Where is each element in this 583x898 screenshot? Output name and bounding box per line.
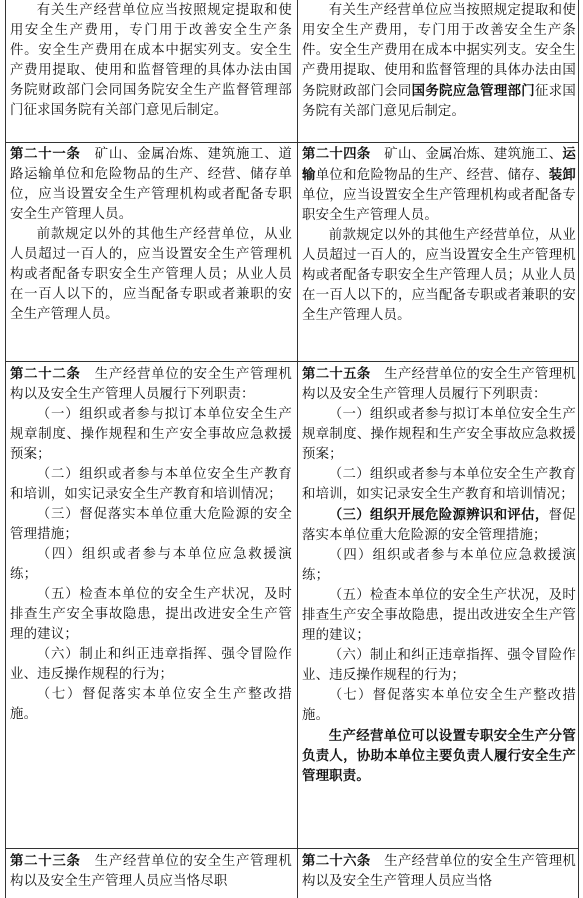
row1-right-cell — [302, 1, 576, 122]
text-span: 单位，应当设置安全生产管理机构或者配备专职安全生产管理人员。 — [302, 188, 576, 223]
list-item: （一）组织或者参与拟订本单位安全生产规章制度、操作规程和生产安全事故应急救援预案； — [302, 407, 576, 462]
row-divider — [6, 142, 578, 143]
paragraph — [302, 851, 576, 892]
article-number: 第二十三条 — [10, 853, 81, 869]
list-item: （二）组织或者参与本单位安全生产教育和培训，如实记录安全生产教育和培训情况； — [10, 467, 292, 502]
column-divider — [297, 0, 298, 898]
paragraph — [10, 144, 292, 225]
row4-right-cell — [302, 851, 576, 892]
text-span: 有关生产经营单位应当按照规定提取和使用安全生产费用，专门用于改善安全生产条件。安全生产费用在成本中据实列支。安全生产费用提取、使用和监督管理的具体办法由国务院财政部门会同 — [302, 3, 576, 99]
list-item: （二）组织或者参与本单位安全生产教育和培训，如实记录安全生产教育和培训情况； — [302, 467, 576, 502]
list-item: （五）检查本单位的安全生产状况，及时排查生产安全事故隐患，提出改进安全生产管理的建议； — [302, 588, 576, 643]
text-span: 生产经营单位的安全生产管理机构以及安全生产管理人员应当恪 — [302, 854, 576, 889]
text-span: 生产经营单位的安全生产管理机构以及安全生产管理人员履行下列职责： — [10, 367, 292, 402]
article-number: 第二十六条 — [302, 853, 371, 869]
list-item — [302, 505, 576, 546]
text-span: 单位和危险物品的生产、经营、储存、 — [315, 168, 549, 183]
text-span: 矿山、金属冶炼、建筑施工、道路运输单位和危险物品的生产、经营、储存单位，应当设置安全生产管理机构或者配备专职安全生产管理人员。 — [10, 147, 292, 222]
article-number: 第二十五条 — [302, 366, 371, 382]
row-divider — [6, 361, 578, 362]
list-item: （一）组织或者参与拟订本单位安全生产规章制度、操作规程和生产安全事故应急救援预案； — [10, 407, 292, 462]
text-span: 督促落实本单位重大危险源的安全管理措施； — [302, 508, 576, 543]
row4-left-cell — [10, 851, 292, 892]
text-span: 征求国务院有关部门意见后制定。 — [302, 84, 576, 119]
paragraph — [10, 364, 292, 405]
list-item: （五）检查本单位的安全生产状况，及时排查生产安全事故隐患，提出改进安全生产管理的建议； — [10, 587, 292, 642]
row-divider — [6, 848, 578, 849]
row2-left-cell — [10, 144, 292, 325]
list-item: （四）组织或者参与本单位应急救援演练； — [10, 547, 292, 582]
paragraph: 有关生产经营单位应当按照规定提取和使用安全生产费用，专门用于改善安全生产条件。安全生产费用在成本中据实列支。安全生产费用提取、使用和监督管理的具体办法由国务院财政部门会同国务院安全生产监督管理部门征求国务院有关部门意见后制定。 — [10, 3, 292, 118]
article-number: 第二十四条 — [302, 146, 371, 162]
paragraph — [302, 1, 576, 122]
paragraph: 前款规定以外的其他生产经营单位，从业人员超过一百人的，应当设置安全生产管理机构或者配备专职安全生产管理人员；从业人员在一百人以下的，应当配备专职或者兼职的安全生产管理人员。 — [302, 228, 576, 323]
row3-left-cell — [10, 364, 292, 725]
text-span: 生产经营单位的安全生产管理机构以及安全生产管理人员履行下列职责： — [302, 367, 576, 402]
paragraph: 前款规定以外的其他生产经营单位，从业人员超过一百人的，应当设置安全生产管理机构或者配备专职安全生产管理人员；从业人员在一百人以下的，应当配备专职或者兼职的安全生产管理人员。 — [10, 227, 292, 322]
amended-text: 国务院应急管理部门 — [411, 83, 535, 99]
paragraph — [10, 851, 292, 892]
list-item: （六）制止和纠正违章指挥、强令冒险作业、违反操作规程的行为； — [10, 647, 292, 682]
paragraph — [302, 364, 576, 405]
row1-left-cell — [10, 1, 292, 121]
list-item: （四）组织或者参与本单位应急救援演练； — [302, 548, 576, 583]
row3-right-cell — [302, 364, 576, 786]
article-number: 第二十二条 — [10, 366, 81, 382]
article-number: 第二十一条 — [10, 146, 81, 162]
amended-text: 装卸 — [548, 167, 576, 183]
added-paragraph: 生产经营单位可以设置专职安全生产分管负责人，协助本单位主要负责人履行安全生产管理职责。 — [302, 728, 576, 784]
list-item: （三）督促落实本单位重大危险源的安全管理措施； — [10, 507, 292, 542]
list-item: （七）督促落实本单位安全生产整改措施。 — [10, 687, 292, 722]
list-item: （七）督促落实本单位安全生产整改措施。 — [302, 688, 576, 723]
paragraph — [302, 144, 576, 226]
amended-text: （三）组织开展危险源辨识和评估， — [328, 507, 549, 523]
text-span: 生产经营单位的安全生产管理机构以及安全生产管理人员应当恪尽职 — [10, 854, 292, 889]
amended-text: 运输 — [302, 146, 576, 183]
comparison-table — [5, 0, 579, 898]
row2-right-cell — [302, 144, 576, 326]
list-item: （六）制止和纠正违章指挥、强令冒险作业、违反操作规程的行为； — [302, 648, 576, 683]
text-span: 矿山、金属冶炼、建筑施工、 — [384, 147, 563, 162]
